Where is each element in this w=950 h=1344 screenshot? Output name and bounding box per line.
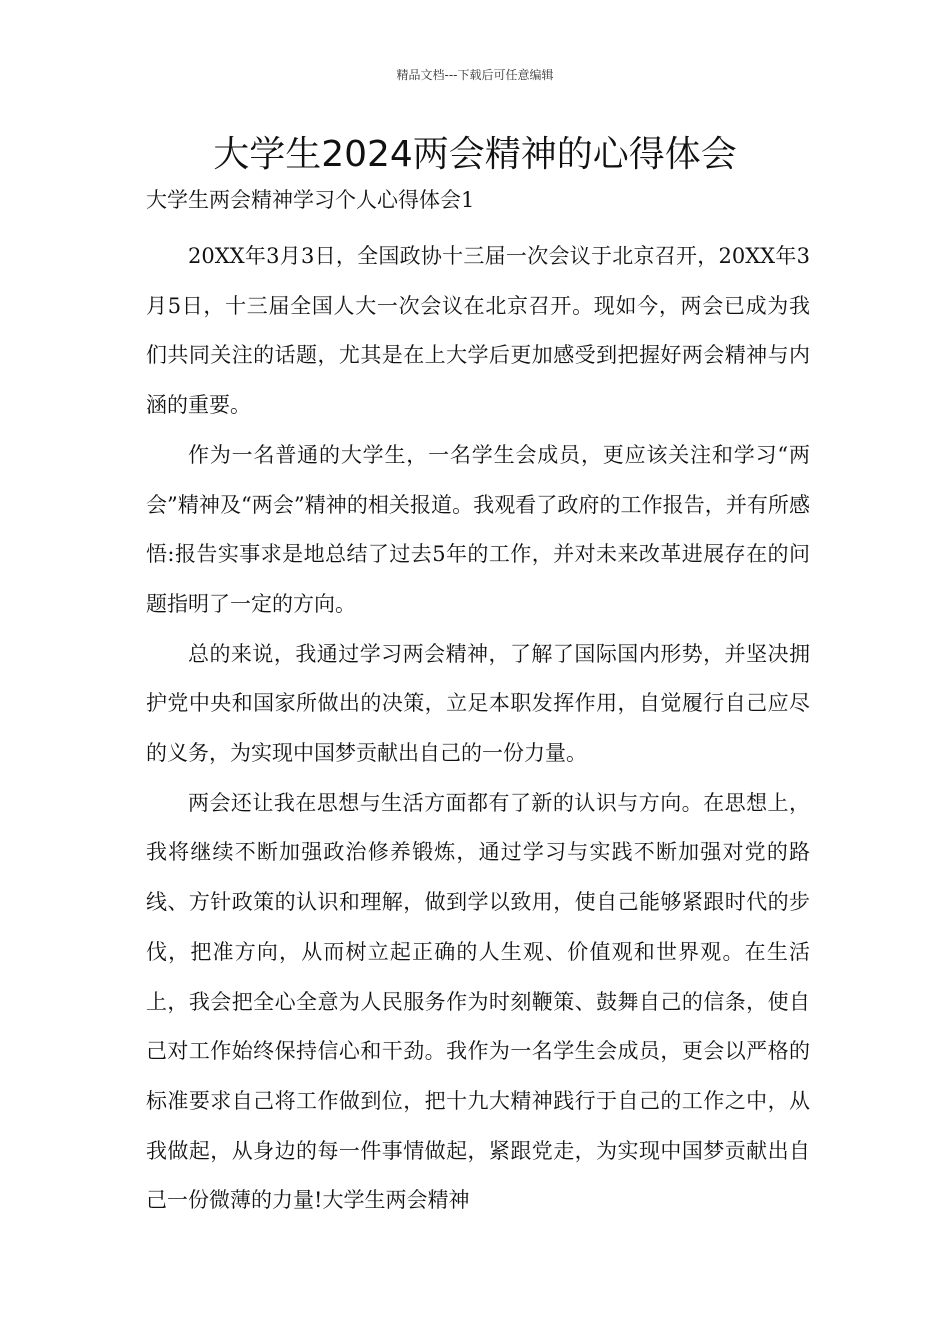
document-title: 大学生2024两会精神的心得体会 <box>213 134 737 175</box>
section-subtitle: 大学生两会精神学习个人心得体会1 <box>146 188 475 212</box>
paragraph: 两会还让我在思想与生活方面都有了新的认识与方向。在思想上，我将继续不断加强政治修养锻炼，通过学习与实践不断加强对党的路线、方针政策的认识和理解，做到学以致用，使自己能够紧跟时代的步伐，把准方向，从而树立起正确的人生观、价值观和世界观。在生活上，我会把全心全意为人民服务作为时刻鞭策、鼓舞自己的信条，使自己对工作始终保持信心和干劲。我作为一名学生会成员，更会以严格的标准要求自己将工作做到位，把十九大精神践行于自己的工作之中，从我做起，从身边的每一件事情做起，紧跟党走，为实现中国梦贡献出自己一份微薄的力量!大学生两会精神 <box>146 790 810 1213</box>
paragraph: 总的来说，我通过学习两会精神，了解了国际国内形势，并坚决拥护党中央和国家所做出的决策，立足本职发挥作用，自觉履行自己应尽的义务，为实现中国梦贡献出自己的一份力量。 <box>146 641 810 766</box>
document-body <box>146 232 810 1226</box>
header-note: 精品文档---下载后可任意编辑 <box>396 68 554 82</box>
paragraph: 作为一名普通的大学生，一名学生会成员，更应该关注和学习“两会”精神及“两会”精神的相关报道。我观看了政府的工作报告，并有所感悟:报告实事求是地总结了过去5年的工作，并对未来改革进展存在的问题指明了一定的方向。 <box>146 442 810 616</box>
paragraph: 20XX年3月3日，全国政协十三届一次会议于北京召开，20XX年3月5日，十三届全国人大一次会议在北京召开。现如今，两会已成为我们共同关注的话题，尤其是在上大学后更加感受到把握好两会精神与内涵的重要。 <box>146 244 810 418</box>
